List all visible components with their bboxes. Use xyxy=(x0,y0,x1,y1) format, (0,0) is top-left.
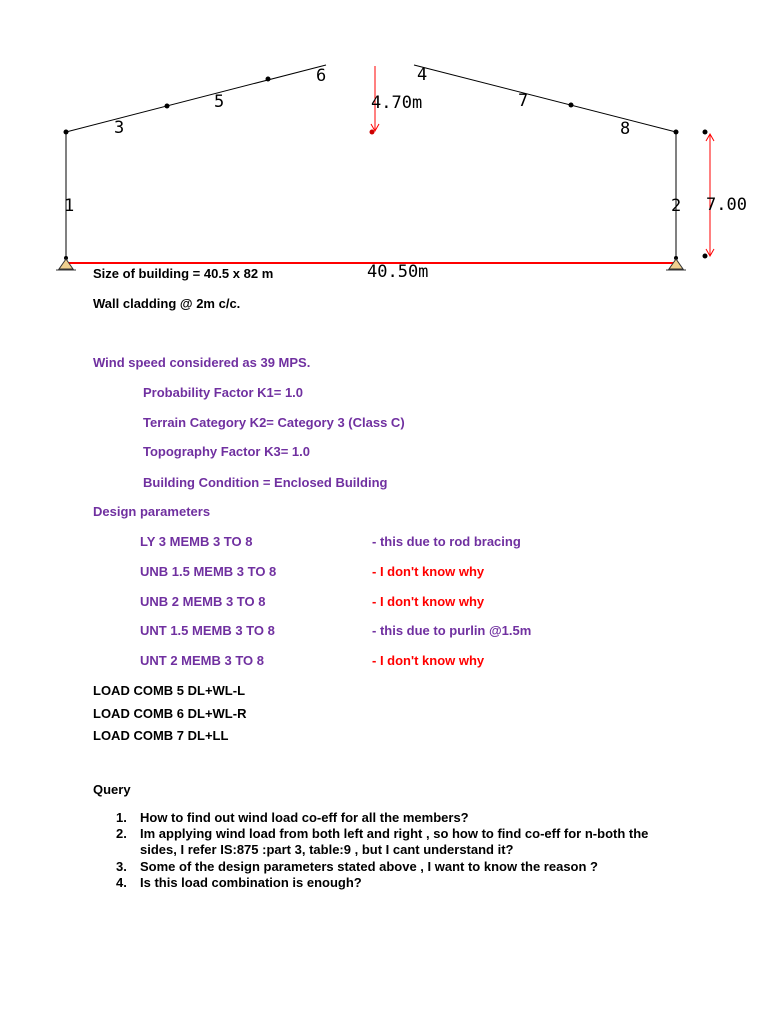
load-combination: LOAD COMB 6 DL+WL-R xyxy=(93,706,247,721)
left-pinned-support xyxy=(56,259,76,270)
member-label-4: 4 xyxy=(417,65,428,85)
right-rafter-line xyxy=(414,65,676,132)
query-item-text: How to find out wind load co-eff for all the members? xyxy=(140,810,469,825)
height-dimension-label: 7.00 xyxy=(706,195,747,215)
query-item-text: Some of the design parameters stated above , I want to know the reason ? xyxy=(140,859,598,874)
query-title: Query xyxy=(93,782,131,797)
design-param: UNT 2 MEMB 3 TO 8 xyxy=(140,653,265,668)
wind-speed-line: Wind speed considered as 39 MPS. xyxy=(93,355,311,370)
design-param: LY 3 MEMB 3 TO 8 xyxy=(140,534,253,549)
design-param-reason: - this due to rod bracing xyxy=(372,534,521,549)
terrain-category-line: Terrain Category K2= Category 3 (Class C) xyxy=(143,415,405,430)
design-parameters-title: Design parameters xyxy=(93,504,211,519)
member-label-8: 8 xyxy=(620,119,631,139)
member-label-5: 5 xyxy=(214,92,225,112)
member-label-1: 1 xyxy=(64,196,75,216)
right-pinned-support xyxy=(666,259,686,270)
rise-dimension-label: 4.70m xyxy=(371,93,423,113)
member-label-6: 6 xyxy=(316,66,327,86)
load-combination: LOAD COMB 5 DL+WL-L xyxy=(93,683,246,698)
load-combination: LOAD COMB 7 DL+LL xyxy=(93,728,229,743)
wall-cladding-line: Wall cladding @ 2m c/c. xyxy=(93,296,241,311)
building-size-line: Size of building = 40.5 x 82 m xyxy=(93,266,274,281)
query-item-text: Is this load combination is enough? xyxy=(140,875,362,890)
design-param: UNB 2 MEMB 3 TO 8 xyxy=(140,594,266,609)
design-param-reason: - this due to purlin @1.5m xyxy=(372,623,532,638)
design-param-reason: - I don't know why xyxy=(372,594,485,609)
design-param: UNB 1.5 MEMB 3 TO 8 xyxy=(140,564,277,579)
left-rafter-line xyxy=(66,65,326,132)
query-item-number: 2. xyxy=(116,826,127,841)
query-item-number: 3. xyxy=(116,859,127,874)
building-condition-line: Building Condition = Enclosed Building xyxy=(143,475,388,490)
member-label-7: 7 xyxy=(518,91,529,111)
query-item-number: 1. xyxy=(116,810,127,825)
design-param-reason: - I don't know why xyxy=(372,653,485,668)
span-dimension-label: 40.50m xyxy=(367,262,429,282)
portal-frame-diagram xyxy=(0,0,768,285)
probability-factor-line: Probability Factor K1= 1.0 xyxy=(143,385,304,400)
design-param-reason: - I don't know why xyxy=(372,564,485,579)
topography-factor-line: Topography Factor K3= 1.0 xyxy=(143,444,310,459)
member-label-2: 2 xyxy=(671,196,682,216)
query-item-number: 4. xyxy=(116,875,127,890)
query-item-text: Im applying wind load from both left and right , so how to find co-eff for n-both the sides, I refer IS:875 :part 3, table:9 , but I cant understand it? xyxy=(140,826,649,857)
design-param: UNT 1.5 MEMB 3 TO 8 xyxy=(140,623,275,638)
member-label-3: 3 xyxy=(114,118,125,138)
